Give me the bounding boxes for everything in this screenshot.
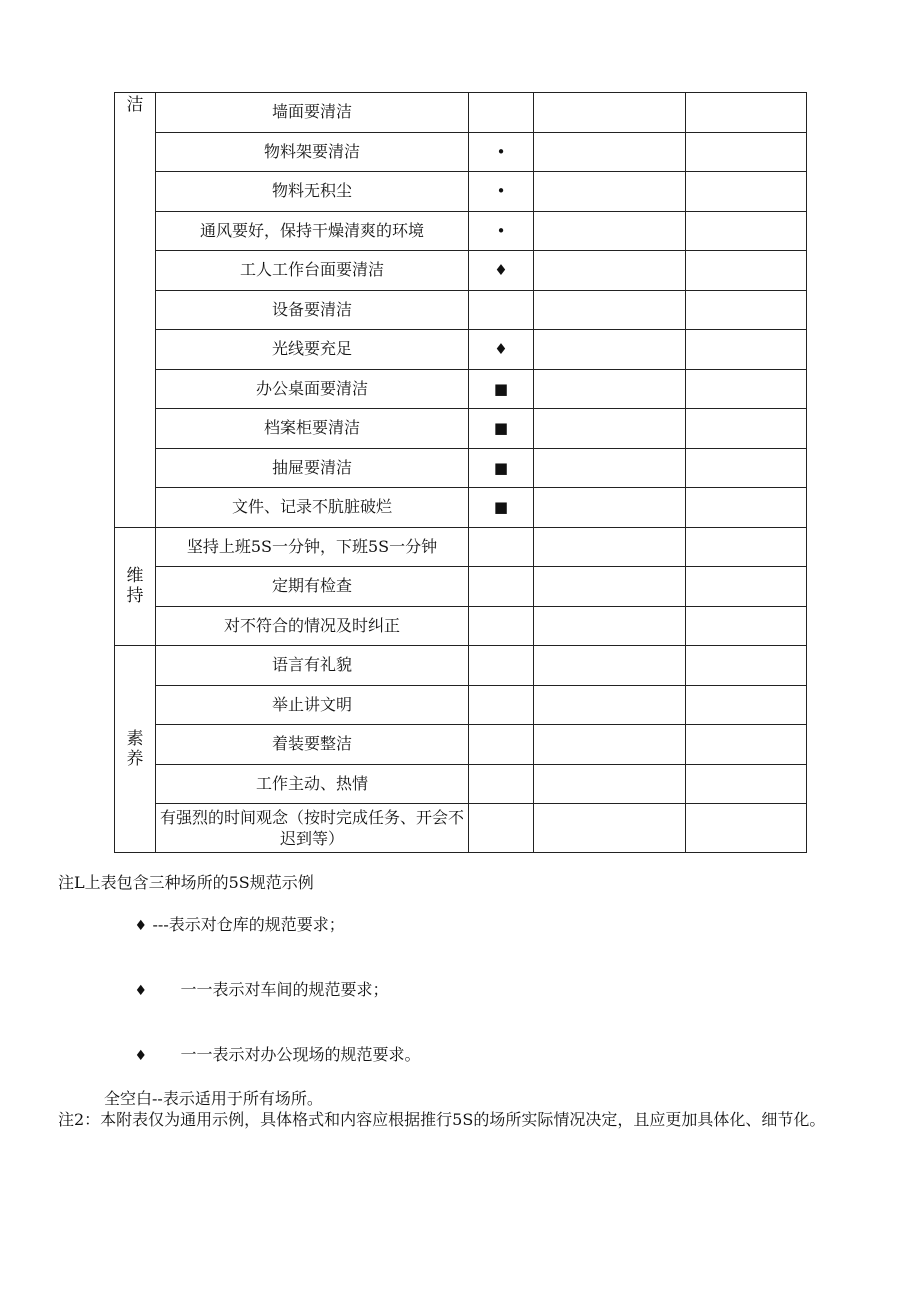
mark-cell (469, 567, 534, 607)
notes-section (58, 872, 848, 1130)
empty-cell (534, 567, 686, 607)
mark-cell: ■ (469, 448, 534, 488)
mark-cell (469, 764, 534, 804)
empty-cell (534, 606, 686, 646)
table-row (115, 804, 807, 853)
table-row (115, 567, 807, 607)
item-cell: 举止讲文明 (156, 685, 469, 725)
empty-cell (686, 448, 807, 488)
mark-cell (469, 804, 534, 853)
mark-cell: ■ (469, 409, 534, 449)
empty-cell (686, 211, 807, 251)
legend-warehouse (58, 893, 848, 958)
diamond-icon: ♦ (134, 918, 148, 934)
item-cell: 抽屉要清洁 (156, 448, 469, 488)
mark-cell (469, 685, 534, 725)
empty-cell (534, 725, 686, 765)
empty-cell (534, 527, 686, 567)
table-row (115, 172, 807, 212)
legend-text: ---表示对仓库的规范要求； (152, 915, 345, 934)
table-row (115, 93, 807, 133)
empty-cell (686, 804, 807, 853)
note-1: 注L上表包含三种场所的5S规范示例 (58, 873, 314, 892)
empty-cell (534, 251, 686, 291)
table-row (115, 488, 807, 528)
empty-cell (534, 290, 686, 330)
mark-cell: ■ (469, 488, 534, 528)
mark-cell (469, 527, 534, 567)
mark-cell: ♦ (469, 330, 534, 370)
empty-cell (534, 369, 686, 409)
mark-cell: • (469, 132, 534, 172)
mark-cell: • (469, 211, 534, 251)
table-row (115, 685, 807, 725)
empty-cell (534, 448, 686, 488)
diamond-icon: ♦ (134, 1048, 148, 1064)
empty-cell (686, 764, 807, 804)
mark-cell: • (469, 172, 534, 212)
empty-cell (534, 646, 686, 686)
note-2: 注2：本附表仅为通用示例，具体格式和内容应根据推行5S的场所实际情况决定，且应更加具体化、细节化。 (58, 1110, 826, 1129)
empty-cell (686, 488, 807, 528)
item-cell: 坚持上班5S一分钟，下班5S一分钟 (156, 527, 469, 567)
mark-cell (469, 646, 534, 686)
empty-cell (686, 93, 807, 133)
mark-cell: ♦ (469, 251, 534, 291)
legend-office (58, 1023, 848, 1088)
table-row (115, 409, 807, 449)
item-cell: 物料无积尘 (156, 172, 469, 212)
item-cell: 工人工作台面要清洁 (156, 251, 469, 291)
diamond-icon: ♦ (134, 983, 148, 999)
item-cell: 墙面要清洁 (156, 93, 469, 133)
empty-cell (686, 172, 807, 212)
legend-blank: 全空白--表示适用于所有场所。 (104, 1089, 323, 1108)
table-row (115, 211, 807, 251)
mark-cell (469, 93, 534, 133)
table-row (115, 646, 807, 686)
item-cell: 办公桌面要清洁 (156, 369, 469, 409)
legend-workshop (58, 958, 848, 1023)
item-cell: 档案柜要清洁 (156, 409, 469, 449)
mark-cell (469, 725, 534, 765)
item-cell: 设备要清洁 (156, 290, 469, 330)
item-cell: 对不符合的情况及时纠正 (156, 606, 469, 646)
empty-cell (686, 646, 807, 686)
mark-cell (469, 290, 534, 330)
empty-cell (686, 369, 807, 409)
empty-cell (534, 172, 686, 212)
item-cell: 着装要整洁 (156, 725, 469, 765)
empty-cell (686, 725, 807, 765)
table-row (115, 330, 807, 370)
empty-cell (534, 488, 686, 528)
empty-cell (686, 409, 807, 449)
table-row (115, 369, 807, 409)
empty-cell (534, 330, 686, 370)
category-cell-clean: 洁 (115, 93, 156, 528)
table-row (115, 132, 807, 172)
table-row (115, 290, 807, 330)
item-cell: 定期有检查 (156, 567, 469, 607)
5s-spec-table (114, 92, 807, 853)
empty-cell (686, 132, 807, 172)
item-cell: 语言有礼貌 (156, 646, 469, 686)
item-cell: 物料架要清洁 (156, 132, 469, 172)
mark-cell (469, 606, 534, 646)
category-cell-discipline: 素养 (115, 646, 156, 853)
empty-cell (686, 567, 807, 607)
legend-text: 一一表示对办公现场的规范要求。 (180, 1045, 421, 1064)
item-cell: 文件、记录不肮脏破烂 (156, 488, 469, 528)
table-row (115, 764, 807, 804)
empty-cell (686, 330, 807, 370)
table-row (115, 251, 807, 291)
empty-cell (534, 409, 686, 449)
table-row (115, 725, 807, 765)
empty-cell (534, 132, 686, 172)
table-row (115, 606, 807, 646)
empty-cell (686, 290, 807, 330)
empty-cell (534, 764, 686, 804)
item-cell: 有强烈的时间观念（按时完成任务、开会不迟到等） (156, 804, 469, 853)
item-cell: 光线要充足 (156, 330, 469, 370)
empty-cell (686, 606, 807, 646)
category-cell-maintain: 维持 (115, 527, 156, 646)
empty-cell (534, 804, 686, 853)
empty-cell (686, 685, 807, 725)
empty-cell (534, 685, 686, 725)
table-row (115, 527, 807, 567)
legend-text: 一一表示对车间的规范要求； (180, 980, 389, 999)
item-cell: 工作主动、热情 (156, 764, 469, 804)
mark-cell: ■ (469, 369, 534, 409)
empty-cell (534, 93, 686, 133)
table-row (115, 448, 807, 488)
empty-cell (686, 251, 807, 291)
item-cell: 通风要好，保持干燥清爽的环境 (156, 211, 469, 251)
empty-cell (534, 211, 686, 251)
empty-cell (686, 527, 807, 567)
